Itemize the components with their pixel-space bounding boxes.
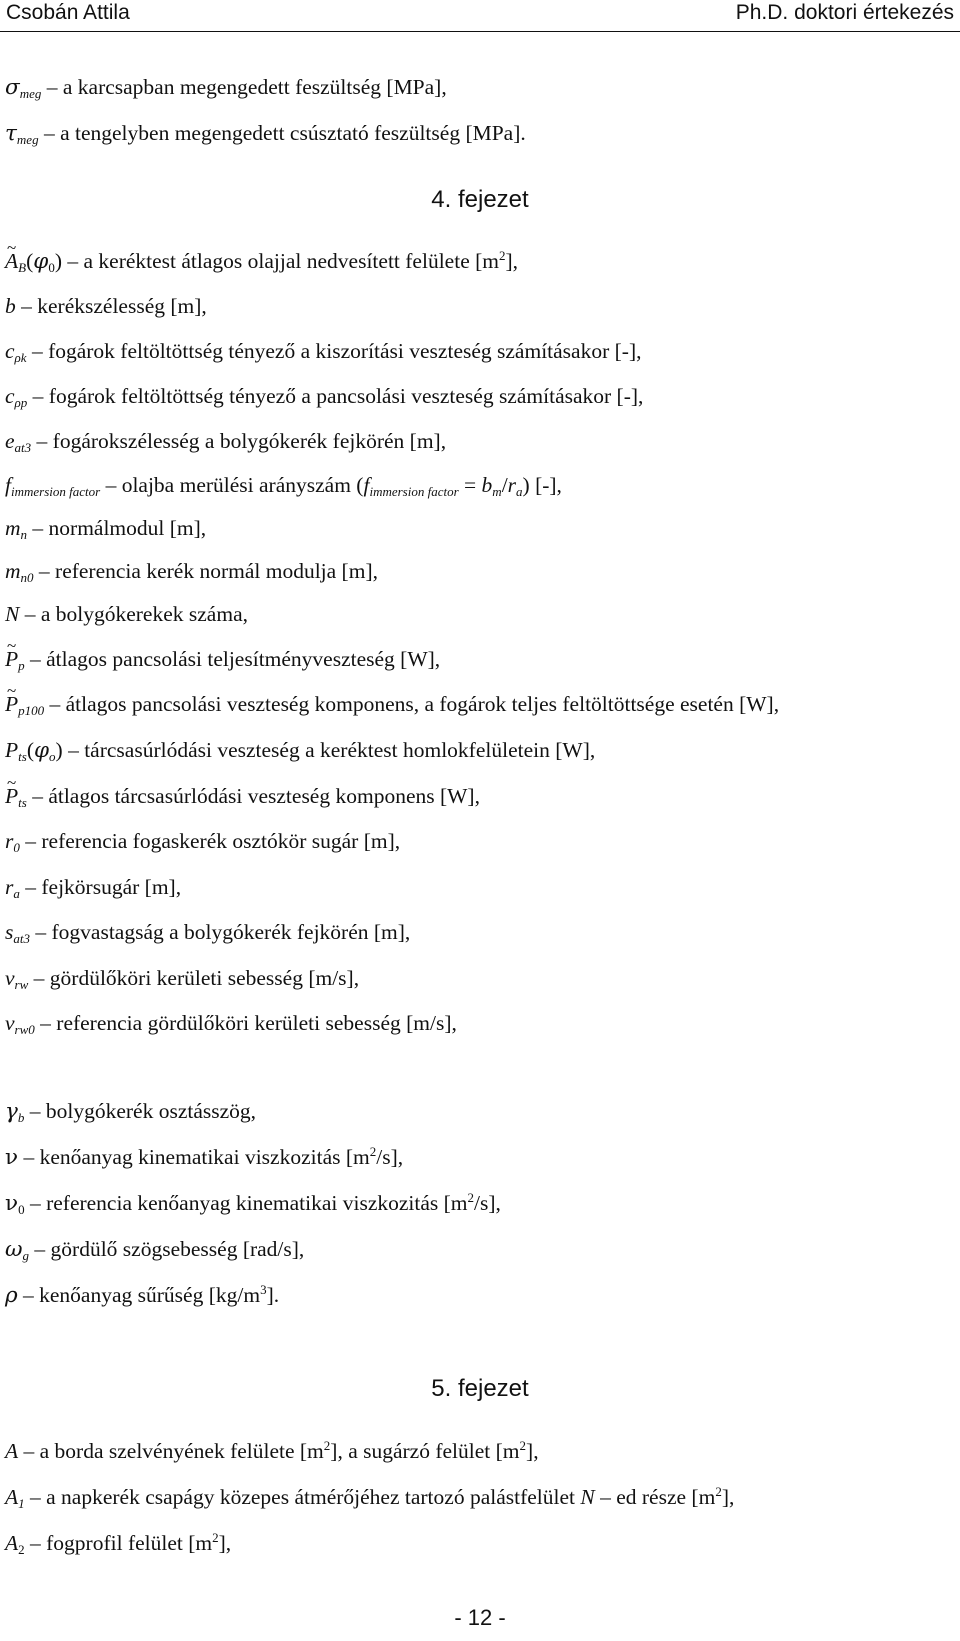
symbol: m xyxy=(5,516,21,540)
symbol: A xyxy=(5,1439,19,1463)
symbol-line xyxy=(5,293,207,319)
subscript: a xyxy=(13,886,20,901)
description: – kenőanyag sűrűség [kg/m xyxy=(17,1283,261,1307)
symbol-line xyxy=(5,1098,256,1125)
subscript: immersion factor xyxy=(10,484,101,499)
symbol-line xyxy=(5,691,779,717)
symbol-line xyxy=(5,248,518,275)
symbol: v xyxy=(5,966,15,990)
description: – referencia gördülőköri kerületi sebesség [m/s], xyxy=(34,1011,457,1035)
symbol-line xyxy=(5,472,562,498)
symbol: ~ A xyxy=(5,248,18,274)
symbol: c xyxy=(5,384,15,408)
argument: φ xyxy=(33,738,50,763)
description: – fogprofil felület [m xyxy=(24,1531,213,1555)
symbol: N xyxy=(580,1485,595,1509)
header-author: Csobán Attila xyxy=(6,1,130,24)
subscript: 0 xyxy=(18,1202,25,1217)
subscript: 0 xyxy=(13,840,20,855)
symbol-line xyxy=(5,874,181,900)
equals-sign: = xyxy=(458,473,482,497)
description: – olajba merülési arányszám ( xyxy=(100,473,364,497)
description: – normálmodul [m], xyxy=(27,516,207,540)
subscript: 0 xyxy=(48,260,55,275)
subscript: ts xyxy=(18,749,27,764)
symbol-line xyxy=(5,783,480,809)
symbol: ~ P xyxy=(5,783,18,809)
description: – a borda szelvényének felülete [m xyxy=(18,1439,324,1463)
symbol: σ xyxy=(5,75,20,100)
symbol-line xyxy=(5,1010,457,1036)
symbol-line xyxy=(5,601,248,627)
subscript: m xyxy=(492,484,502,499)
symbol: r xyxy=(507,473,517,497)
description: – referencia fogaskerék osztókör sugár [m], xyxy=(19,829,401,853)
description: ]. xyxy=(266,1283,280,1307)
symbol-line xyxy=(5,965,359,991)
subscript: b xyxy=(17,1110,25,1125)
superscript: 2 xyxy=(323,1438,331,1453)
header-rule xyxy=(0,31,960,32)
subscript: meg xyxy=(16,132,39,147)
symbol: τ xyxy=(5,121,17,146)
description: – referencia kenőanyag kinematikai viszkozitás [m xyxy=(24,1191,468,1215)
description: – átlagos pancsolási teljesítményveszteség [W], xyxy=(24,647,441,671)
subscript: o xyxy=(49,749,56,764)
subscript: a xyxy=(516,484,523,499)
symbol: ω xyxy=(5,1237,23,1262)
description: ) [-], xyxy=(522,473,562,497)
symbol-line xyxy=(5,737,595,764)
description: ], xyxy=(218,1531,232,1555)
description: – kerékszélesség [m], xyxy=(15,294,207,318)
subscript: ρk xyxy=(14,350,27,365)
symbol-line xyxy=(5,74,447,101)
symbol-line xyxy=(5,1282,279,1309)
symbol: ~ P xyxy=(5,691,18,717)
description: – gördülő szögsebesség [rad/s], xyxy=(29,1237,305,1261)
chapter-5-heading: 5. fejezet xyxy=(431,1375,529,1402)
superscript: 2 xyxy=(369,1144,377,1159)
symbol-line xyxy=(5,338,642,364)
subscript: meg xyxy=(19,86,42,101)
symbol: A xyxy=(5,1485,19,1509)
symbol: γ xyxy=(5,1099,18,1124)
subscript: p xyxy=(18,658,25,673)
description: – fogvastagság a bolygókerék fejkörén [m], xyxy=(30,920,411,944)
symbol: c xyxy=(5,339,15,363)
superscript: 2 xyxy=(467,1190,475,1205)
description: – a tengelyben megengedett csúsztató feszültség [MPa]. xyxy=(38,121,526,145)
symbol: ν xyxy=(5,1145,19,1170)
subscript: rw xyxy=(14,977,29,992)
page-header xyxy=(0,0,960,36)
symbol-line xyxy=(5,828,400,854)
description: – fogárok feltöltöttség tényező a kiszorítási veszteség számításakor [-], xyxy=(26,339,642,363)
description: ) – tárcsasúrlódási veszteség a keréktest homlokfelületein [W], xyxy=(55,738,596,762)
description: – fogárok feltöltöttség tényező a pancsolási veszteség számításakor [-], xyxy=(27,384,644,408)
superscript: 3 xyxy=(260,1282,267,1297)
description: – fejkörsugár [m], xyxy=(19,875,182,899)
superscript: 2 xyxy=(519,1438,527,1453)
symbol-line xyxy=(5,383,643,409)
symbol: e xyxy=(5,429,15,453)
symbol-line xyxy=(5,646,440,672)
subscript: at3 xyxy=(14,440,32,455)
description: – bolygókerék osztásszög, xyxy=(24,1099,257,1123)
subscript: 1 xyxy=(18,1496,25,1511)
symbol: N xyxy=(5,602,20,626)
symbol-line xyxy=(5,1190,501,1217)
subscript: n xyxy=(20,527,28,542)
subscript: immersion factor xyxy=(369,484,459,499)
description: – a napkerék csapágy közepes átmérőjéhez tartozó palástfelület xyxy=(24,1485,581,1509)
symbol: A xyxy=(5,1531,19,1555)
symbol: b xyxy=(481,473,493,497)
description: – referencia kerék normál modulja [m], xyxy=(33,559,378,583)
subscript: g xyxy=(22,1248,30,1263)
subscript: B xyxy=(18,260,27,275)
symbol: P xyxy=(5,738,19,762)
symbol: ~ P xyxy=(5,646,18,672)
symbol-line xyxy=(5,1144,403,1171)
symbol: ρ xyxy=(5,1283,18,1308)
description: – átlagos tárcsasúrlódási veszteség komponens [W], xyxy=(26,784,480,808)
symbol: m xyxy=(5,559,21,583)
description: – a karcsapban megengedett feszültség [MPa], xyxy=(41,75,447,99)
symbol-line xyxy=(5,1484,734,1510)
symbol-line xyxy=(5,1438,539,1464)
symbol: v xyxy=(5,1011,15,1035)
superscript: 2 xyxy=(499,248,506,263)
description: ], xyxy=(721,1485,735,1509)
description: /s], xyxy=(474,1191,501,1215)
description: /s], xyxy=(376,1145,404,1169)
description: ], a sugárzó felület [m xyxy=(330,1439,520,1463)
symbol: b xyxy=(5,294,16,318)
subscript: ρp xyxy=(14,395,28,410)
description: – átlagos pancsolási veszteség komponens, a fogárok teljes feltöltöttsége esetén [W], xyxy=(44,692,780,716)
symbol: ν xyxy=(5,1191,19,1216)
subscript: 2 xyxy=(18,1542,25,1557)
subscript: rw0 xyxy=(14,1022,35,1037)
paren: ( xyxy=(26,249,34,273)
subscript: ts xyxy=(18,795,27,810)
superscript: 2 xyxy=(715,1484,722,1499)
description: ) – a keréktest átlagos olajjal nedvesített felülete [m xyxy=(54,249,499,273)
chapter-4-heading: 4. fejezet xyxy=(431,186,529,213)
symbol: r xyxy=(5,829,14,853)
symbol: s xyxy=(5,920,14,944)
description: – ed része [m xyxy=(594,1485,716,1509)
symbol-line xyxy=(5,1530,231,1556)
symbol: f xyxy=(5,473,11,497)
slash: / xyxy=(501,473,508,497)
symbol: f xyxy=(363,473,370,497)
paren: ( xyxy=(26,738,34,762)
description: – kenőanyag kinematikai viszkozitás [m xyxy=(18,1145,370,1169)
symbol-line xyxy=(5,558,378,584)
symbol-line xyxy=(5,1236,304,1263)
header-doc-type: Ph.D. doktori értekezés xyxy=(735,1,954,24)
description: ], xyxy=(526,1439,539,1463)
page-number: - 12 - xyxy=(454,1605,506,1630)
description: – gördülőköri kerületi sebesség [m/s], xyxy=(28,966,360,990)
symbol-line xyxy=(5,120,526,147)
symbol: r xyxy=(5,875,14,899)
argument: φ xyxy=(33,249,49,274)
symbol-line xyxy=(5,428,446,454)
superscript: 2 xyxy=(212,1530,219,1545)
subscript: p100 xyxy=(18,703,45,718)
subscript: at3 xyxy=(13,931,30,946)
subscript: n0 xyxy=(20,570,34,585)
symbol-line xyxy=(5,515,206,541)
description: – fogárokszélesség a bolygókerék fejkörén [m], xyxy=(31,429,447,453)
description: – a bolygókerekek száma, xyxy=(19,602,248,626)
description: ], xyxy=(505,249,519,273)
symbol-line xyxy=(5,919,410,945)
